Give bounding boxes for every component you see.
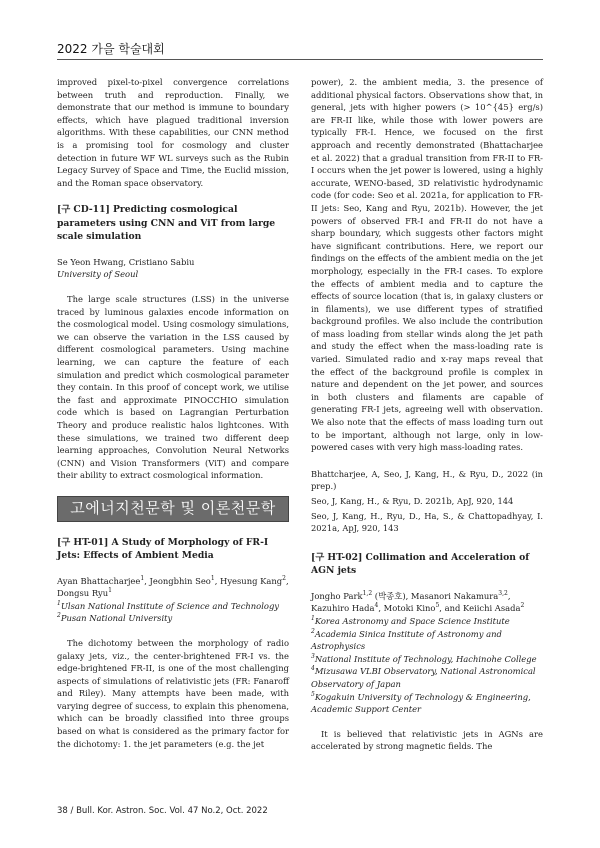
ht01-affiliation-2: $^2$Pusan National University (57, 612, 173, 624)
section-heading: 고에너지천문학 및 이론천문학 (57, 496, 289, 522)
ht02-affiliation-4: $^4$Mizusawa VLBI Observatory, National Astronomical Observatory of Japan (311, 665, 536, 689)
ht01-abstract-continued: power), 2. the ambient media, 3. the presence of additional physical factors. Observations show that, in general, jets with higher powers (> 10^{45} erg/s) are FR-II like, while those with lower powers are typically FR-I. Hence, we focused on the first approach and recently demonstrated (Bhattacharjee et al. 2022) that a gradual transition from FR-II to FR-I occurs when the jet power is lowered, using a highly accurate, WENO-based, 3D relativistic hydrodynamic code (for code: Seo et al. 2021a, for application to FR-II jets: Seo, Kang and Ryu, 2021b). However, the jet powers of observed FR-I and FR-II do not have a sharp boundary, which suggests other factors might have significant contributions. Here, we report our findings on the effects of the ambient media on the jet morphology, especially in the FR-I cases. To explore the effects of ambient media and to capture the effects of source location (that is, in galaxy clusters or in filaments), we use different types of stratified background profiles. We also include the contribution of mass loading from stellar winds along the jet path and study the effect when the mass-loading rate is varied. Simulated radio and x-ray maps reveal that the effect of the background profile is complex in nature and dependent on the jet power, and sources in both clusters and filaments are capable of generating FR-I jets, agreeing well with observation. We also note that the effects of mass loading turn out to be important, although not large, only in low-powered cases with very high mass-loading rates. (311, 77, 543, 453)
cd11-title: [구 CD-11] Predicting cosmological parameters using CNN and ViT from large scale simulation (57, 204, 276, 243)
cd11-authors: Se Yeon Hwang, Cristiano Sabiu (57, 256, 195, 267)
ht02-abstract: It is believed that relativistic jets in AGNs are accelerated by strong magnetic fields. The (311, 728, 543, 752)
header-rule (57, 59, 543, 60)
cd11-abstract: The large scale structures (LSS) in the universe traced by luminous galaxies encode information on the cosmological model. Using cosmology simulations, we can observe the variation in the LSS caused by different cosmological parameters. Using machine learning, we can capture the feature of each simulation and predict which cosmological parameter they contain. In this proof of concept work, we utilise the fast and approximate PINOCCHIO simulation code which is based on Lagrangian Perturbation Theory and produce realistic halos lightcones. With these simulations, we trained two different deep learning approaches, Convolution Neural Networks (CNN) and Vision Transformers (ViT) and compare their ability to extract cosmological information. (57, 294, 289, 481)
ht01-abstract: The dichotomy between the morphology of radio galaxy jets, viz., the center-brightened FR-I vs. the edge-brightened FR-II, is one of the most challenging aspects of simulations of relativistic jets (FR: Fanaroff and Riley). Many attempts have been made, with varying degree of success, to explain this phenomena, which can be broadly classified into three groups based on what is considered as the primary factor for the dichotomy: 1. the jet parameters (e.g. the jet (57, 637, 289, 749)
ht02-title: [구 HT-02] Collimation and Acceleration of AGN jets (311, 551, 530, 577)
ht02-affiliation-2: $^2$Academia Sinica Institute of Astronomy and Astrophysics (311, 627, 502, 652)
right-column (311, 76, 543, 753)
intro-paragraph: improved pixel-to-pixel convergence correlations between truth and reproduction. Finally, we demonstrate that our method is immune to boundary effects, which have plagued traditional inversion algorithms. With these capabilities, our CNN method is a promising tool for cosmology and cluster detection in future WF WL surveys such as the Rubin Legacy Survey of Space and Time, the Euclid mission, and the Roman space observatory. (57, 77, 289, 188)
reference-item: Seo, J, Kang, H., Ryu, D., Ha, S., & Chattopadhyay, I. 2021a, ApJ, 920, 143 (311, 510, 543, 534)
ht02-affiliation-1: $^1$Korea Astronomy and Space Science Institute (311, 615, 510, 626)
running-header: 2022 가을 학술대회 (57, 42, 165, 56)
ht01-references (311, 468, 543, 535)
ht01-affiliation-1: $^1$Ulsan National Institute of Science and Technology (57, 599, 280, 611)
ht01-authors: Ayan Bhattacharjee$^1$, Jeongbhin Seo$^1$, Hyesung Kang$^2$, Dongsu Ryu$^1$ (57, 574, 289, 599)
ht02-authors: Jongho Park$^{1,2}$ (박종호), Masanori Nakamura$^{3,2}$, Kazuhiro Hada$^4$, Motoki Kino$^5$, and Keiichi Asada$^2$ (311, 589, 525, 614)
page-footer: 38 / Bull. Kor. Astron. Soc. Vol. 47 No.2, Oct. 2022 (57, 806, 268, 816)
cd11-affiliation: University of Seoul (57, 269, 139, 280)
reference-item: Bhattcharjee, A, Seo, J, Kang, H., & Ryu, D., 2022 (in prep.) (311, 468, 543, 492)
ht02-affiliation-3: $^3$National Institute of Technology, Hachinohe College (311, 652, 537, 664)
left-column (57, 76, 289, 750)
ht02-affiliation-5: $^5$Kogakuin University of Technology & Engineering, Academic Support Center (311, 690, 531, 715)
ht01-title: [구 HT-01] A Study of Morphology of FR-I Jets: Effects of Ambient Media (57, 536, 269, 562)
reference-item: Seo, J, Kang, H., & Ryu, D. 2021b, ApJ, 920, 144 (311, 496, 514, 506)
